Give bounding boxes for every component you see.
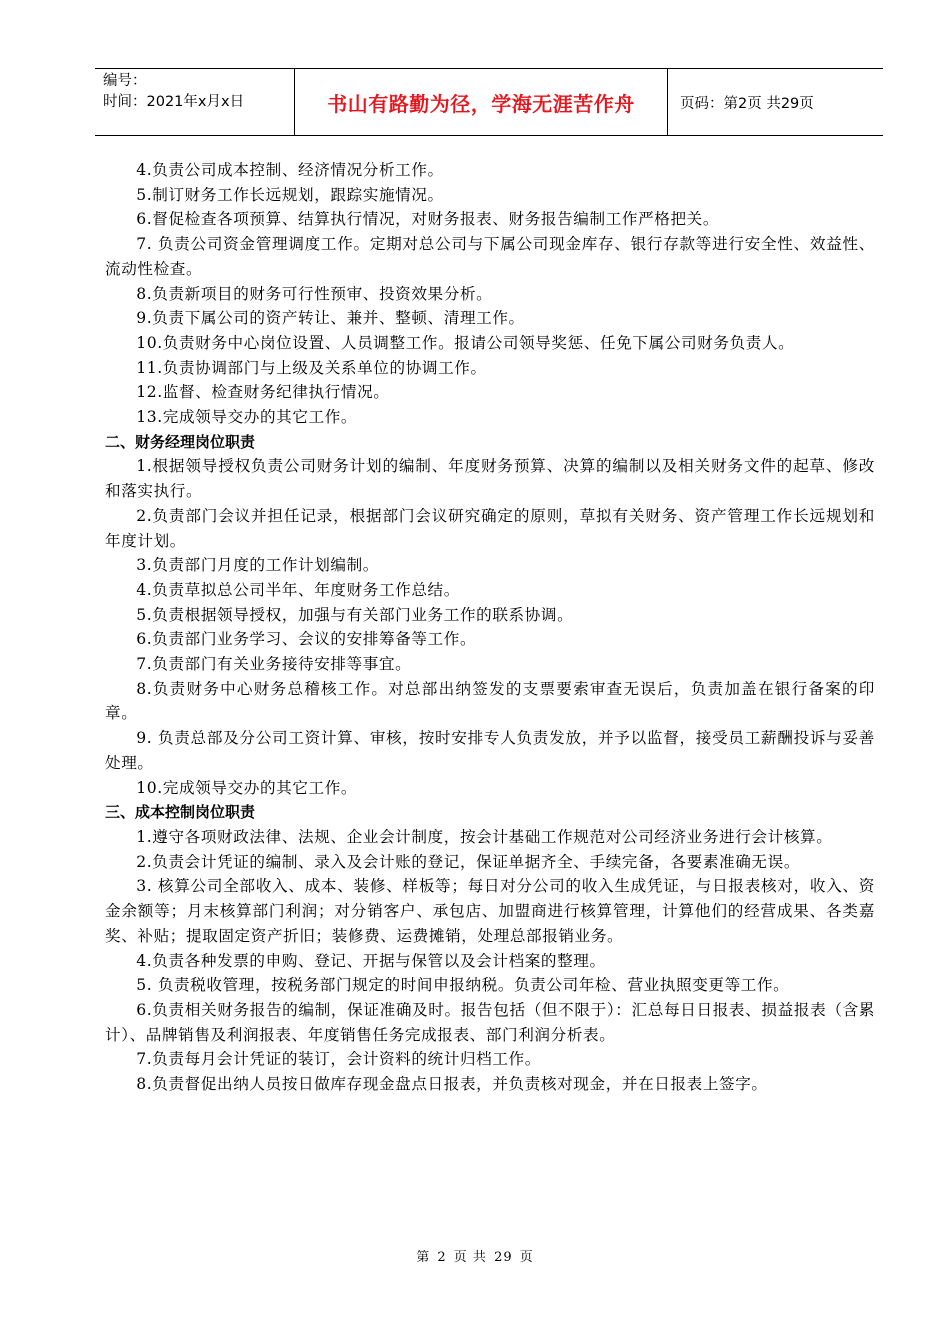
footer-total-pages: 29 <box>494 1250 513 1265</box>
paragraph: 2.负责会计凭证的编制、录入及会计账的登记，保证单据齐全、手续完备，各要素准确无误。 <box>136 852 801 871</box>
paragraph: 4.负责公司成本控制、经济情况分析工作。 <box>136 161 444 179</box>
paragraph: 4.负责草拟总公司半年、年度财务工作总结。 <box>136 580 460 599</box>
footer-page-number: 2 <box>437 1250 447 1265</box>
paragraph: 6.督促检查各项预算、结算执行情况，对财务报表、财务报告编制工作严格把关。 <box>136 210 720 229</box>
paragraph: 4.负责各种发票的申购、登记、开据与保管以及会计档案的整理。 <box>136 951 606 970</box>
paragraph: 9.负责下属公司的资产转让、兼并、整顿、清理工作。 <box>136 309 525 328</box>
paragraph: 5.负责根据领导授权，加强与有关部门业务工作的联系协调。 <box>136 605 574 624</box>
paragraph: 1.根据领导授权负责公司财务计划的编制、年度财务预算、决算的编制以及相关财务文件的起草、修改和落实执行。 <box>105 457 875 501</box>
paragraph: 8.负责财务中心财务总稽核工作。对总部出纳签发的支票要索审查无误后，负责加盖在银行备案的印章。 <box>105 679 875 723</box>
document-time-label: 时间：2021年x月x日 <box>103 94 245 110</box>
paragraph: 9. 负责总部及分公司工资计算、审核，按时安排专人负责发放，并予以监督，接受员工薪酬投诉与妥善处理。 <box>105 729 875 772</box>
header-page-label: 页码：第2页 共29页 <box>680 95 814 112</box>
document-body <box>105 158 875 1097</box>
paragraph: 1.遵守各项财政法律、法规、企业会计制度，按会计基础工作规范对公司经济业务进行会计核算。 <box>136 827 833 846</box>
paragraph: 7. 负责公司资金管理调度工作。定期对总公司与下属公司现金库存、银行存款等进行安全性、效益性、流动性检查。 <box>105 235 875 278</box>
paragraph: 5.制订财务工作长远规划，跟踪实施情况。 <box>136 185 444 204</box>
paragraph: 10.负责财务中心岗位设置、人员调整工作。报请公司领导奖惩、任免下属公司财务负责人。 <box>136 333 795 352</box>
page-header <box>95 68 883 136</box>
header-motto: 书山有路勤为径，学海无涯苦作舟 <box>295 69 668 135</box>
paragraph: 7.负责每月会计凭证的装订，会计资料的统计归档工作。 <box>136 1050 541 1069</box>
paragraph: 10.完成领导交办的其它工作。 <box>136 778 358 797</box>
paragraph: 8.负责督促出纳人员按日做库存现金盘点日报表，并负责核对现金，并在日报表上签字。 <box>136 1075 768 1094</box>
paragraph: 7.负责部门有关业务接待安排等事宜。 <box>136 655 412 674</box>
paragraph: 13.完成领导交办的其它工作。 <box>136 408 358 427</box>
footer-suffix: 页 <box>519 1250 534 1265</box>
paragraph: 12.监督、检查财务纪律执行情况。 <box>136 383 390 402</box>
footer-prefix: 第 <box>416 1250 431 1265</box>
paragraph: 3. 核算公司全部收入、成本、装修、样板等；每日对分公司的收入生成凭证，与日报表核对，收入、资金余额等；月末核算部门利润；对分销客户、承包店、加盟商进行核算管理，计算他们的经营成果、各类嘉奖、补贴；提取固定资产折旧；装修费、运费摊销，处理总部报销业务。 <box>105 877 875 945</box>
document-number-label: 编号： <box>103 73 147 89</box>
paragraph: 6.负责相关财务报告的编制，保证准确及时。报告包括（但不限于）：汇总每日日报表、损益报表（含累计）、品牌销售及利润报表、年度销售任务完成报表、部门利润分析表。 <box>105 1000 875 1044</box>
footer-middle: 页 共 <box>453 1250 487 1265</box>
paragraph: 6.负责部门业务学习、会议的安排筹备等工作。 <box>136 630 477 649</box>
paragraph: 3.负责部门月度的工作计划编制。 <box>136 556 379 575</box>
paragraph: 2.负责部门会议并担任记录，根据部门会议研究确定的原则，草拟有关财务、资产管理工作长远规划和年度计划。 <box>105 506 875 550</box>
section-heading: 二、财务经理岗位职责 <box>105 432 256 451</box>
paragraph: 5. 负责税收管理，按税务部门规定的时间申报纳税。负责公司年检、营业执照变更等工作。 <box>136 976 790 995</box>
paragraph: 8.负责新项目的财务可行性预审、投资效果分析。 <box>136 284 493 303</box>
paragraph: 11.负责协调部门与上级及关系单位的协调工作。 <box>136 358 487 377</box>
header-meta <box>95 69 295 135</box>
page-footer <box>0 1246 950 1265</box>
section-heading: 三、成本控制岗位职责 <box>105 803 256 822</box>
